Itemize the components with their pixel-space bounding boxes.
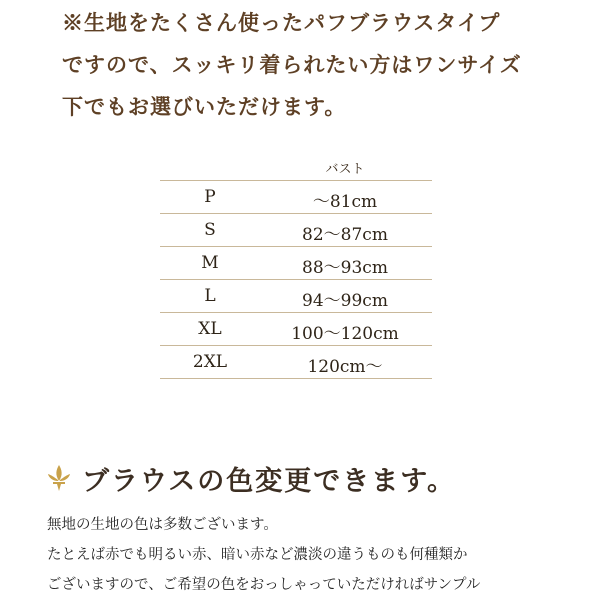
bust-cell: 82〜87cm [302,225,388,245]
table-row [160,280,432,313]
size-cell: 2XL [192,352,228,372]
bust-cell: 〜81cm [312,192,378,212]
table-row [160,313,432,346]
fleur-de-lis-icon [44,463,74,493]
size-table-rows [160,180,432,379]
size-cell: L [204,286,216,306]
section-heading [44,460,456,496]
note-line-1: ※生地をたくさん使ったパフブラウスタイプ [62,10,501,35]
table-row [160,181,432,214]
size-cell: P [204,187,216,207]
table-row [160,247,432,280]
section-paragraph [47,510,592,600]
table-row [160,214,432,247]
paragraph-line-3: ございますので、ご希望の色をおっしゃっていただければサンプル [47,577,481,593]
paragraph-line-2: たとえば赤でも明るい赤、暗い赤など濃淡の違うものも何種類か [47,547,468,563]
bust-column-header: バスト [325,162,365,177]
paragraph-line-1: 無地の生地の色は多数ございます。 [47,517,278,533]
size-note [62,2,592,128]
bust-cell: 100〜120cm [291,324,399,344]
note-line-3: 下でもお選びいただけます。 [62,94,347,119]
bust-cell: 94〜99cm [302,291,388,311]
section-title: ブラウスの色変更できます。 [82,465,457,497]
size-cell: S [204,220,216,240]
note-line-2: ですので、スッキリ着られたい方はワンサイズ [62,52,522,77]
table-row [160,346,432,379]
bust-cell: 120cm〜 [307,357,383,377]
size-cell: M [201,253,219,273]
size-cell: XL [198,319,222,339]
bust-cell: 88〜93cm [302,258,388,278]
